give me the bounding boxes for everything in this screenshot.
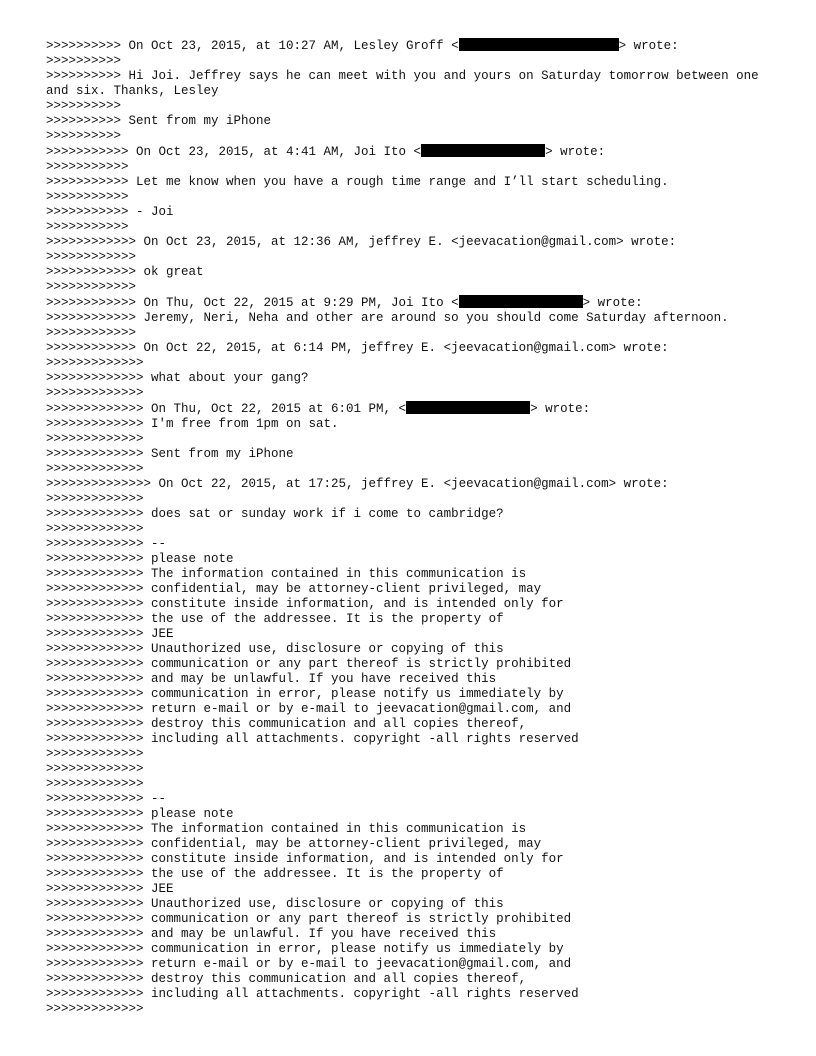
line-text: >>>>>>>>>>>>> does sat or sunday work if i come to cambridge? xyxy=(46,507,504,521)
document-line xyxy=(46,582,786,597)
redaction-block xyxy=(406,401,530,414)
document-line xyxy=(46,371,786,386)
document-line xyxy=(46,144,786,160)
document-line xyxy=(46,642,786,657)
document-line xyxy=(46,341,786,356)
line-text: >>>>>>>>>>>> xyxy=(46,280,137,294)
line-text: >>>>>>>>>>>>> xyxy=(46,1002,144,1016)
line-text: >>>>>>>>>>>>> The information contained in this communication is xyxy=(46,822,527,836)
line-text: >>>>>>>>>>>>> xyxy=(46,522,144,536)
document-line xyxy=(46,597,786,612)
document-line xyxy=(46,220,786,235)
line-text: >>>>>>>>>>>>> the use of the addressee. It is the property of xyxy=(46,612,504,626)
document-line xyxy=(46,160,786,175)
document-line xyxy=(46,987,786,1002)
document-line xyxy=(46,807,786,822)
document-line xyxy=(46,507,786,522)
redaction-block xyxy=(459,38,619,51)
redaction-block xyxy=(459,295,583,308)
line-text: >>>>>>>>>>>>> communication or any part thereof is strictly prohibited xyxy=(46,912,572,926)
line-text: >>>>>>>>>>>>> xyxy=(46,356,144,370)
document-line xyxy=(46,326,786,341)
line-text: >>>>>>>>>>>>> Sent from my iPhone xyxy=(46,447,294,461)
line-text: >>>>>>>>>>>>> I'm free from 1pm on sat. xyxy=(46,417,339,431)
document-line xyxy=(46,235,786,250)
line-text: >>>>>>>>>>>>> On Thu, Oct 22, 2015 at 6:01 PM, < xyxy=(46,402,407,416)
line-text: >>>>>>>>>>>> xyxy=(46,250,137,264)
document-line xyxy=(46,627,786,642)
line-text: >>>>>>>>>>>>> return e-mail or by e-mail to jeevacation@gmail.com, and xyxy=(46,702,572,716)
document-line xyxy=(46,567,786,582)
document-line xyxy=(46,957,786,972)
line-text: >>>>>>>>>>>>> please note xyxy=(46,807,234,821)
line-text: >>>>>>>>>>>>> -- xyxy=(46,792,167,806)
line-text: >>>>>>>>>>>>> JEE xyxy=(46,627,174,641)
redaction-block xyxy=(421,144,545,157)
line-text: > wrote: xyxy=(582,296,643,310)
line-text: >>>>>>>>>>>> xyxy=(46,326,137,340)
line-text: >>>>>>>>>>>>> destroy this communication and all copies thereof, xyxy=(46,972,527,986)
document-line xyxy=(46,129,786,144)
line-text: >>>>>>>>>>> xyxy=(46,190,129,204)
document-line xyxy=(46,552,786,567)
line-text: >>>>>>>>>> On Oct 23, 2015, at 10:27 AM, Lesley Groff < xyxy=(46,39,459,53)
document-line xyxy=(46,1002,786,1017)
line-text: > wrote: xyxy=(618,39,679,53)
line-text: >>>>>>>>>>> Let me know when you have a rough time range and I’ll start scheduling. xyxy=(46,175,669,189)
document-line xyxy=(46,912,786,927)
document-line xyxy=(46,38,786,54)
document-line xyxy=(46,114,786,129)
line-text: >>>>>>>>>>>> On Thu, Oct 22, 2015 at 9:29 PM, Joi Ito < xyxy=(46,296,459,310)
document-line xyxy=(46,747,786,762)
line-text: >>>>>>>>>>>> ok great xyxy=(46,265,204,279)
line-text: >>>>>>>>>>>>> the use of the addressee. It is the property of xyxy=(46,867,504,881)
line-text: >>>>>>>>>>>>> xyxy=(46,386,144,400)
line-text: >>>>>>>>>>>>> destroy this communication and all copies thereof, xyxy=(46,717,527,731)
line-text: >>>>>>>>>>>>> Unauthorized use, disclosure or copying of this xyxy=(46,897,504,911)
line-text: >>>>>>>>>>>>> confidential, may be attorney-client privileged, may xyxy=(46,582,542,596)
document-line xyxy=(46,897,786,912)
line-text: >>>>>>>>>>>>> The information contained in this communication is xyxy=(46,567,527,581)
line-text: >>>>>>>>>>>>> return e-mail or by e-mail to jeevacation@gmail.com, and xyxy=(46,957,572,971)
document-line xyxy=(46,99,786,114)
document-line xyxy=(46,69,786,99)
document-line xyxy=(46,822,786,837)
document-line xyxy=(46,265,786,280)
line-text: >>>>>>>>>> xyxy=(46,129,122,143)
line-text: >>>>>>>>>>> - Joi xyxy=(46,205,174,219)
line-text: > wrote: xyxy=(545,145,606,159)
line-text: >>>>>>>>>> Sent from my iPhone xyxy=(46,114,272,128)
line-text: >>>>>>>>>> Hi Joi. Jeffrey says he can meet with you and yours on Saturday tomorrow between one and six. Thanks, Lesley xyxy=(46,69,767,98)
document-line xyxy=(46,777,786,792)
line-text: >>>>>>>>>>>>> JEE xyxy=(46,882,174,896)
document-line xyxy=(46,612,786,627)
line-text: >>>>>>>>>>>>> xyxy=(46,462,144,476)
line-text: >>>>>>>>>>>>> constitute inside information, and is intended only for xyxy=(46,597,564,611)
line-text: >>>>>>>>>>>>>> On Oct 22, 2015, at 17:25, jeffrey E. <jeevacation@gmail.com> wrote: xyxy=(46,477,669,491)
document-line xyxy=(46,792,786,807)
document-line xyxy=(46,447,786,462)
line-text: >>>>>>>>>>>>> confidential, may be attorney-client privileged, may xyxy=(46,837,542,851)
document-line xyxy=(46,537,786,552)
line-text: > wrote: xyxy=(530,402,591,416)
line-text: >>>>>>>>>>>>> including all attachments. copyright -all rights reserved xyxy=(46,732,579,746)
document-line xyxy=(46,432,786,447)
line-text: >>>>>>>>>>>>> constitute inside information, and is intended only for xyxy=(46,852,564,866)
line-text: >>>>>>>>>>>>> xyxy=(46,432,144,446)
line-text: >>>>>>>>>>>>> please note xyxy=(46,552,234,566)
document-line xyxy=(46,867,786,882)
document-line xyxy=(46,356,786,371)
document-line xyxy=(46,657,786,672)
line-text: >>>>>>>>>>>>> communication or any part thereof is strictly prohibited xyxy=(46,657,572,671)
line-text: >>>>>>>>>>>> On Oct 22, 2015, at 6:14 PM, jeffrey E. <jeevacation@gmail.com> wrote: xyxy=(46,341,669,355)
document-line xyxy=(46,882,786,897)
line-text: >>>>>>>>>>>>> and may be unlawful. If you have received this xyxy=(46,672,497,686)
document-line xyxy=(46,702,786,717)
document-line xyxy=(46,687,786,702)
line-text: >>>>>>>>>>>> Jeremy, Neri, Neha and other are around so you should come Saturday afternoon. xyxy=(46,311,729,325)
line-text: >>>>>>>>>>>>> communication in error, please notify us immediately by xyxy=(46,687,564,701)
line-text: >>>>>>>>>> xyxy=(46,99,122,113)
document-line xyxy=(46,762,786,777)
document-line xyxy=(46,417,786,432)
document-line xyxy=(46,837,786,852)
document-line xyxy=(46,972,786,987)
document-line xyxy=(46,386,786,401)
line-text: >>>>>>>>>>>>> xyxy=(46,747,144,761)
document-line xyxy=(46,462,786,477)
document-line xyxy=(46,672,786,687)
document-line xyxy=(46,190,786,205)
document-line xyxy=(46,477,786,492)
document-line xyxy=(46,311,786,326)
line-text: >>>>>>>>>>>>> and may be unlawful. If you have received this xyxy=(46,927,497,941)
document-line xyxy=(46,522,786,537)
line-text: >>>>>>>>>>>>> xyxy=(46,777,144,791)
line-text: >>>>>>>>>>>>> including all attachments. copyright -all rights reserved xyxy=(46,987,579,1001)
document-line xyxy=(46,205,786,220)
line-text: >>>>>>>>>>>>> communication in error, please notify us immediately by xyxy=(46,942,564,956)
email-thread-document xyxy=(46,38,786,1017)
document-line xyxy=(46,54,786,69)
line-text: >>>>>>>>>>> xyxy=(46,160,129,174)
line-text: >>>>>>>>>>>>> Unauthorized use, disclosure or copying of this xyxy=(46,642,504,656)
document-line xyxy=(46,492,786,507)
line-text: >>>>>>>>>>>>> -- xyxy=(46,537,167,551)
line-text: >>>>>>>>>>>> On Oct 23, 2015, at 12:36 AM, jeffrey E. <jeevacation@gmail.com> wrote: xyxy=(46,235,677,249)
document-line xyxy=(46,942,786,957)
document-line xyxy=(46,717,786,732)
line-text: >>>>>>>>>>> On Oct 23, 2015, at 4:41 AM, Joi Ito < xyxy=(46,145,422,159)
line-text: >>>>>>>>>>>>> xyxy=(46,492,144,506)
line-text: >>>>>>>>>> xyxy=(46,54,122,68)
document-line xyxy=(46,175,786,190)
document-line xyxy=(46,401,786,417)
line-text: >>>>>>>>>>>>> what about your gang? xyxy=(46,371,309,385)
document-line xyxy=(46,927,786,942)
document-line xyxy=(46,295,786,311)
line-text: >>>>>>>>>>>>> xyxy=(46,762,144,776)
line-text: >>>>>>>>>>> xyxy=(46,220,129,234)
document-line xyxy=(46,852,786,867)
document-line xyxy=(46,280,786,295)
document-line xyxy=(46,250,786,265)
document-line xyxy=(46,732,786,747)
